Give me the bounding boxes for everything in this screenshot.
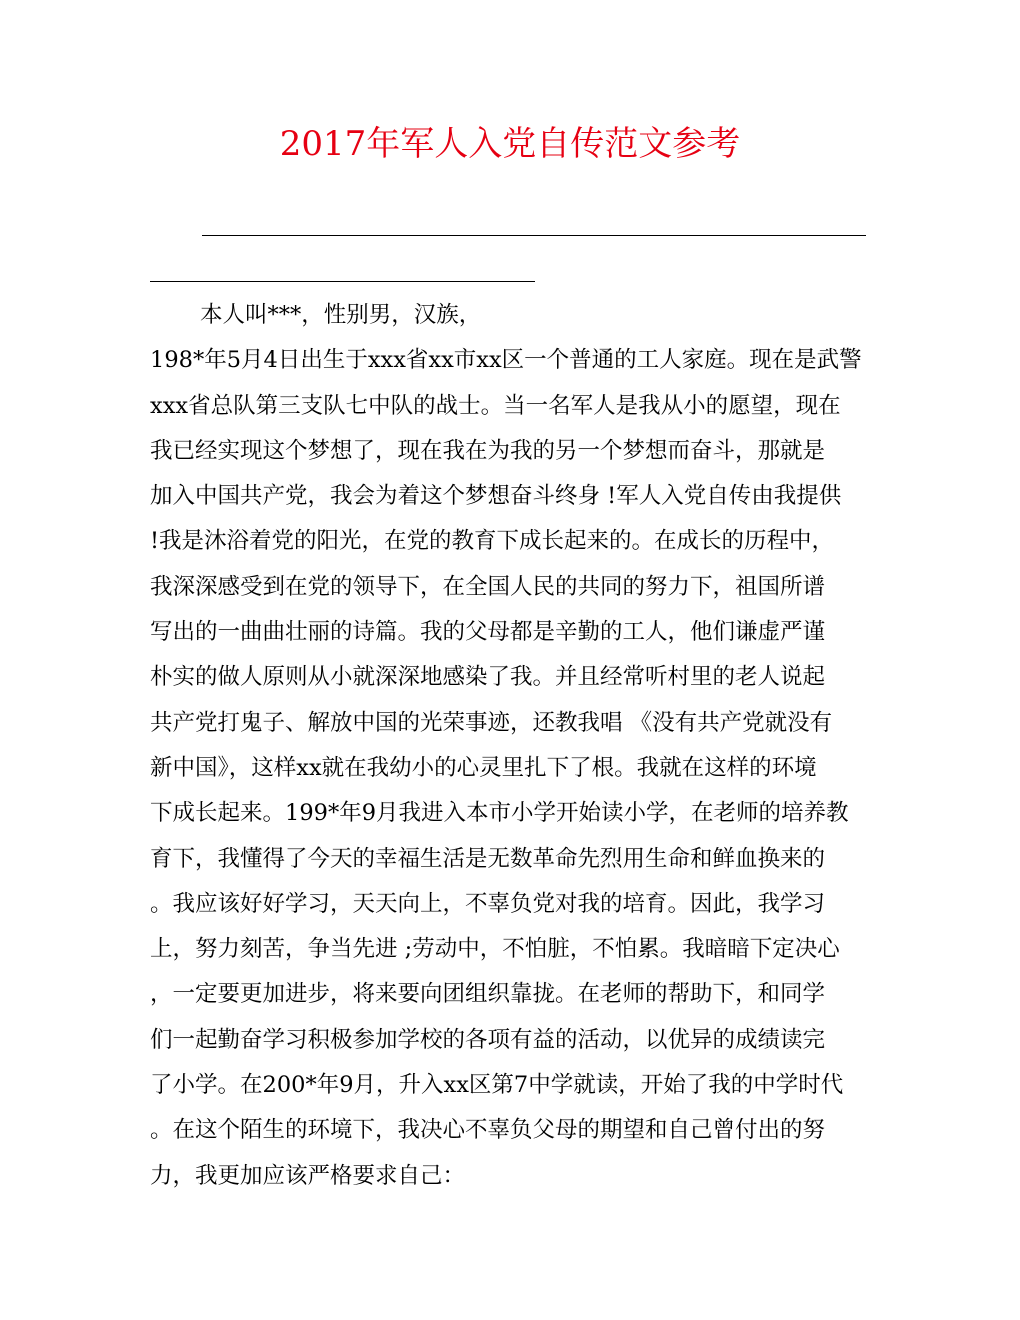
text-line: 写出的一曲曲壮丽的诗篇。我的父母都是辛勤的工人，他们谦虚严谨 (150, 619, 826, 646)
text-line: 新中国》，这样xx就在我幼小的心灵里扎下了根。我就在这样的环境 (150, 754, 817, 781)
text-line: !我是沐浴着党的阳光，在党的教育下成长起来的。在成长的历程中， (150, 528, 835, 555)
text-line: 。在这个陌生的环境下，我决心不辜负父母的期望和自己曾付出的努 (150, 1117, 826, 1144)
text-line: ，一定要更加进步，将来要向团组织靠拢。在老师的帮助下，和同学 (150, 981, 826, 1008)
text-line: 力，我更加应该严格要求自己： (150, 1162, 466, 1189)
text-line: 我深深感受到在党的领导下，在全国人民的共同的努力下，祖国所谱 (150, 573, 826, 600)
document-title: 2017年军人入党自传范文参考 (279, 124, 741, 164)
text-line: 朴实的做人原则从小就深深地感染了我。并且经常听村里的老人说起 (150, 664, 826, 691)
underline-rule-2 (150, 281, 535, 282)
text-line: 下成长起来。199*年9月我进入本市小学开始读小学，在老师的培养教 (150, 800, 849, 827)
text-line: 上，努力刻苦，争当先进 ;劳动中，不怕脏，不怕累。我暗暗下定决心 (150, 936, 840, 963)
text-line: 。我应该好好学习，天天向上，不辜负党对我的培育。因此，我学习 (150, 890, 826, 917)
underline-rule-1 (202, 235, 866, 236)
text-line: 育下，我懂得了今天的幸福生活是无数革命先烈用生命和鲜血换来的 (150, 845, 826, 872)
text-line: 加入中国共产党，我会为着这个梦想奋斗终身 !军人入党自传由我提供 (150, 483, 842, 510)
text-line: 我已经实现这个梦想了，现在我在为我的另一个梦想而奋斗，那就是 (150, 437, 826, 464)
text-line: 共产党打鬼子、解放中国的光荣事迹，还教我唱 《没有共产党就没有 (150, 709, 833, 736)
text-line: 们一起勤奋学习积极参加学校的各项有益的活动，以优异的成绩读完 (150, 1026, 826, 1053)
text-line: 本人叫***，性别男，汉族， (200, 302, 482, 328)
text-line: 了小学。在200*年9月，升入xx区第7中学就读，开始了我的中学时代 (150, 1072, 844, 1099)
body-paragraph (150, 293, 870, 1199)
text-line: xxx省总队第三支队七中队的战士。当一名军人是我从小的愿望，现在 (150, 392, 841, 419)
text-line: 198*年5月4日出生于xxx省xx市xx区一个普通的工人家庭。现在是武警 (150, 347, 862, 374)
